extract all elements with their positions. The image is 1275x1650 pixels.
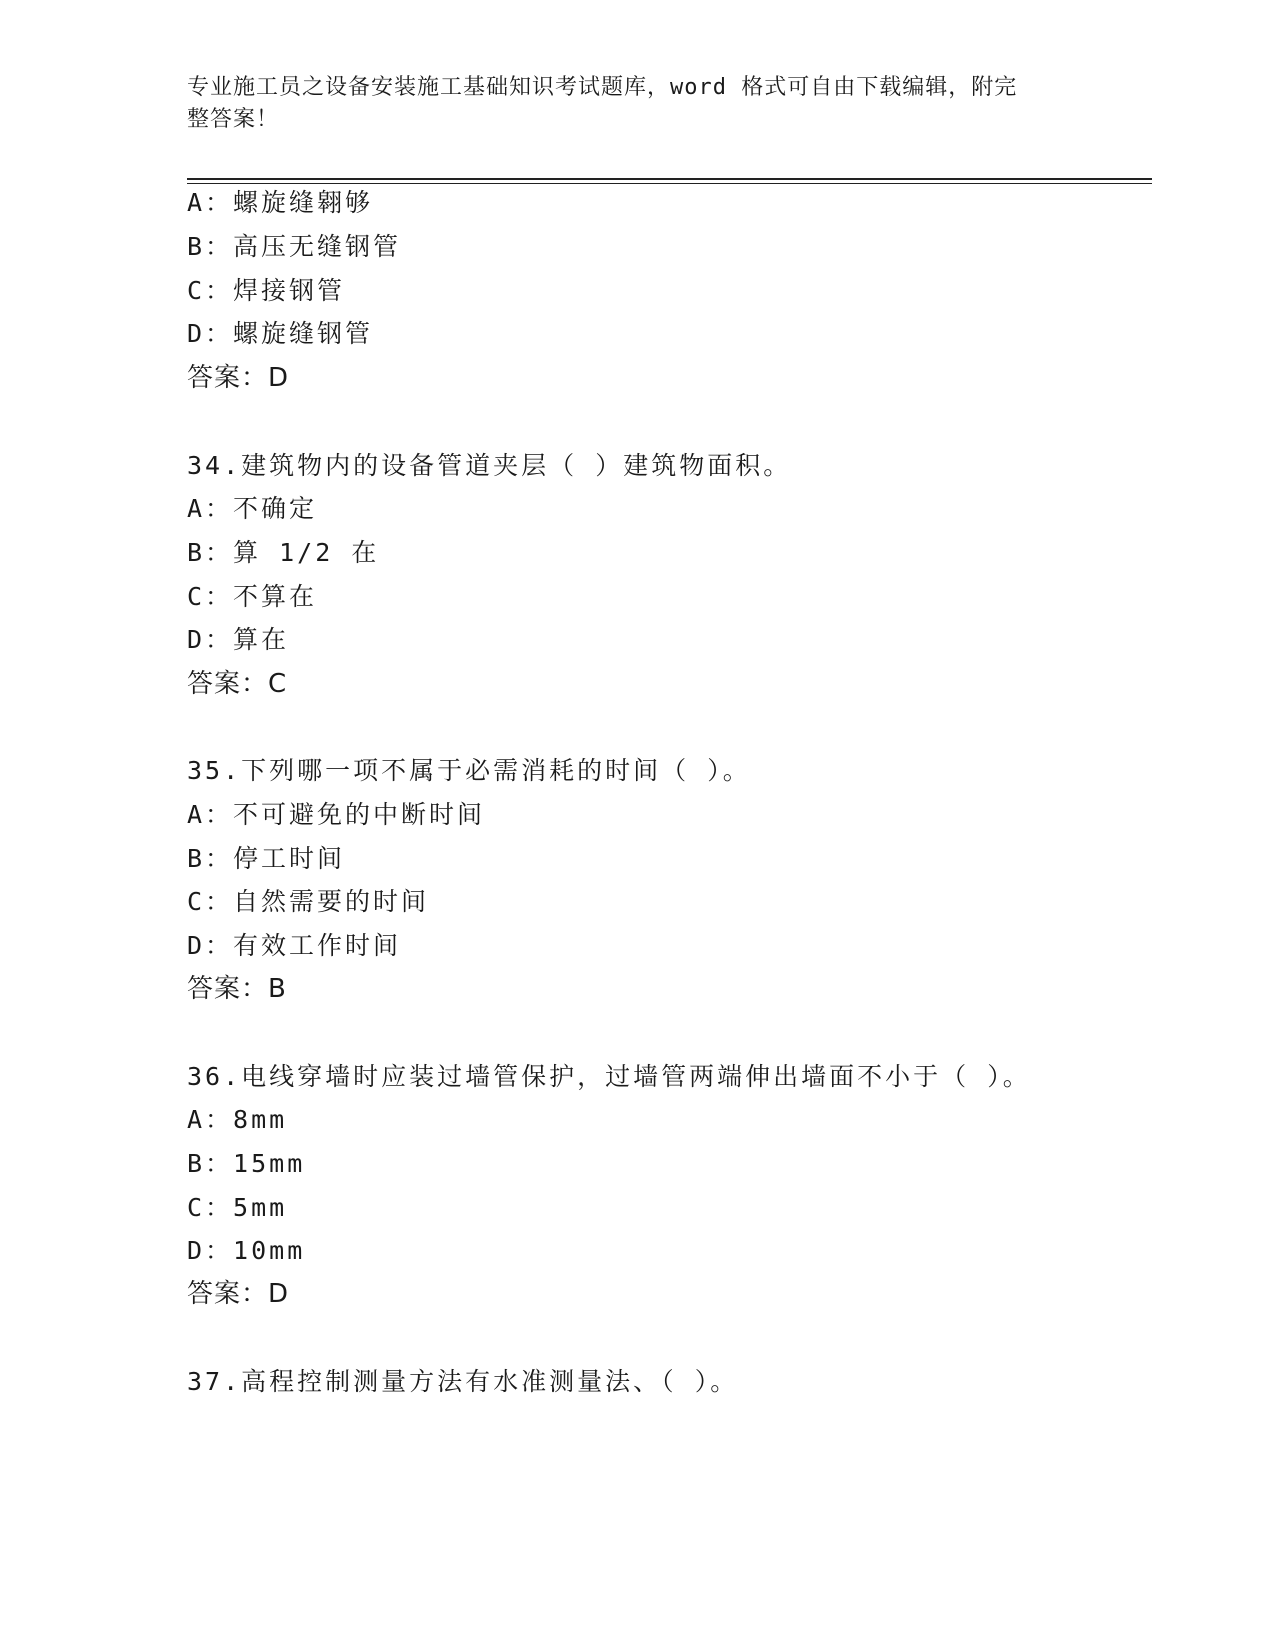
- q34-answer: 答案：C: [187, 669, 288, 699]
- q36-question: 36.电线穿墙时应装过墙管保护，过墙管两端伸出墙面不小于（ ）。: [187, 1062, 1031, 1091]
- header-line-2: 整答案！: [187, 107, 280, 132]
- document-header: [187, 72, 1067, 136]
- header-line-1: 专业施工员之设备安装施工基础知识考试题库，word 格式可自由下载编辑，附完: [187, 75, 1018, 100]
- q36-answer: 答案：D: [187, 1279, 290, 1309]
- q34-option-c: C：不算在: [187, 582, 318, 611]
- q33-option-c: C：焊接钢管: [187, 276, 346, 305]
- q34-option-a: A：不确定: [187, 494, 318, 523]
- q33-option-b: B：高压无缝钢管: [187, 232, 402, 261]
- header-divider-thin: [187, 183, 1152, 184]
- q34-option-b: B：算 1/2 在: [187, 538, 380, 567]
- q33-answer: 答案：D: [187, 363, 290, 393]
- q35-question: 35.下列哪一项不属于必需消耗的时间（ ）。: [187, 756, 751, 785]
- q35-answer: 答案：B: [187, 974, 287, 1004]
- q36-option-d: D：10mm: [187, 1236, 306, 1265]
- q34-question: 34.建筑物内的设备管道夹层（ ）建筑物面积。: [187, 451, 792, 480]
- q34-option-d: D：算在: [187, 625, 290, 654]
- q33-option-a: A：螺旋缝翱够: [187, 188, 374, 217]
- q36-option-c: C：5mm: [187, 1193, 288, 1222]
- q35-option-d: D：有效工作时间: [187, 931, 402, 960]
- q35-option-c: C：自然需要的时间: [187, 887, 430, 916]
- q35-option-b: B：停工时间: [187, 844, 346, 873]
- q37-question: 37.高程控制测量方法有水准测量法、（ ）。: [187, 1367, 739, 1396]
- q35-option-a: A：不可避免的中断时间: [187, 800, 486, 829]
- header-divider-thick: [187, 178, 1152, 180]
- q36-option-b: B：15mm: [187, 1149, 306, 1178]
- q33-option-d: D：螺旋缝钢管: [187, 319, 374, 348]
- q36-option-a: A：8mm: [187, 1105, 288, 1134]
